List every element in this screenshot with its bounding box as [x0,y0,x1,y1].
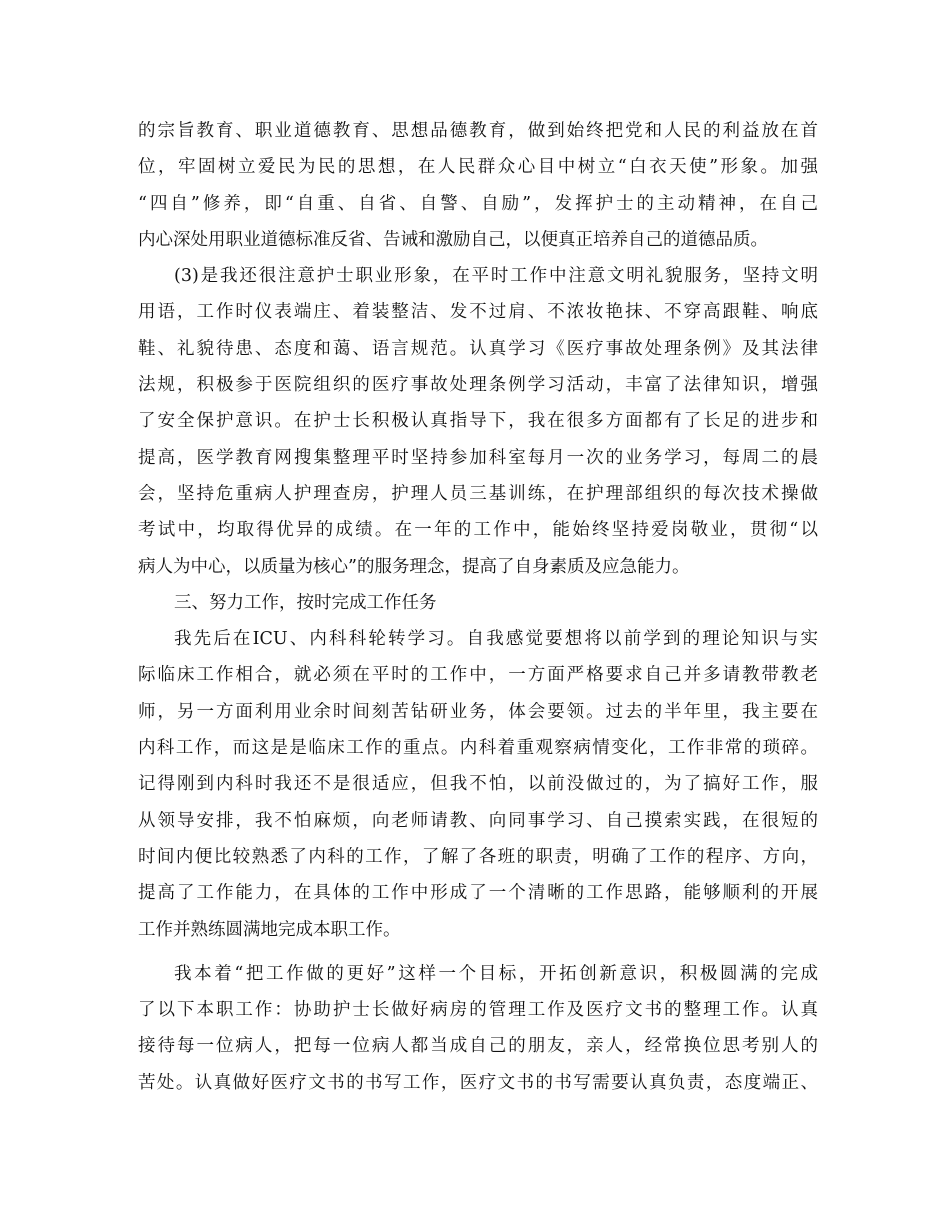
section-heading: 三、努力工作，按时完成工作任务 [174,592,437,613]
text-line: 提高，医学教育网搜集整理平时坚持参加科室每月一次的业务学习，每周二的晨 [138,447,818,468]
text-line: 用语，工作时仪表端庄、着装整洁、发不过肩、不浓妆艳抹、不穿高跟鞋、响底 [138,302,818,323]
text-line: 工作并熟练圆满地完成本职工作。 [138,919,401,940]
text-line: (3)是我还很注意护士职业形象，在平时工作中注意文明礼貌服务，坚持文明 [174,266,818,287]
text-line: 师，另一方面利用业余时间刻苦钻研业务，体会要领。过去的半年里，我主要在 [138,701,818,722]
document-body [138,113,818,1101]
text-line: 了安全保护意识。在护士长积极认真指导下，我在很多方面都有了长足的进步和 [138,411,818,432]
text-line: “四自”修养，即“自重、自省、自警、自励”，发挥护士的主动精神，在自己 [138,193,818,214]
text-line: 法规，积极参于医院组织的医疗事故处理条例学习活动，丰富了法律知识，增强 [138,375,818,396]
text-line: 了以下本职工作：协助护士长做好病房的管理工作及医疗文书的整理工作。认真 [138,1000,818,1021]
paragraph-gap [138,948,818,956]
text-line: 我本着“把工作做的更好”这样一个目标，开拓创新意识，积极圆满的完成 [174,963,818,984]
text-line: 的宗旨教育、职业道德教育、思想品德教育，做到始终把党和人民的利益放在首 [138,121,818,141]
text-line: 苦处。认真做好医疗文书的书写工作，医疗文书的书写需要认真负责，态度端正、 [138,1072,818,1093]
text-line: 病人为中心，以质量为核心”的服务理念，提高了自身素质及应急能力。 [138,556,690,577]
text-line: 际临床工作相合，就必须在平时的工作中，一方面严格要求自己并多请教带教老 [138,665,818,686]
text-line: 从领导安排，我不怕麻烦，向老师请教、向同事学习、自己摸索实践，在很短的 [138,810,818,831]
text-line: 内心深处用职业道德标准反省、告诫和激励自己，以便真正培养自己的道德品质。 [138,229,768,250]
text-line: 我先后在ICU、内科科轮转学习。自我感觉要想将以前学到的理论知识与实 [174,629,818,650]
text-line: 鞋、礼貌待患、态度和蔼、语言规范。认真学习《医疗事故处理条例》及其法律 [138,338,818,359]
text-line: 时间内便比较熟悉了内科的工作，了解了各班的职责，明确了工作的程序、方向， [138,846,818,867]
text-line: 记得刚到内科时我还不是很适应，但我不怕，以前没做过的，为了搞好工作，服 [138,774,818,795]
text-line: 位，牢固树立爱民为民的思想，在人民群众心目中树立“白衣天使”形象。加强 [138,157,818,178]
text-line: 提高了工作能力，在具体的工作中形成了一个清晰的工作思路，能够顺利的开展 [138,883,818,904]
text-line: 会，坚持危重病人护理查房，护理人员三基训练，在护理部组织的每次技术操做 [138,483,818,504]
text-line: 考试中，均取得优异的成绩。在一年的工作中，能始终坚持爱岗敬业，贯彻“以 [138,520,818,541]
text-line: 内科工作，而这是是临床工作的重点。内科着重观察病情变化，工作非常的琐碎。 [138,738,818,759]
text-line: 接待每一位病人，把每一位病人都当成自己的朋友，亲人，经常换位思考别人的 [138,1036,818,1057]
